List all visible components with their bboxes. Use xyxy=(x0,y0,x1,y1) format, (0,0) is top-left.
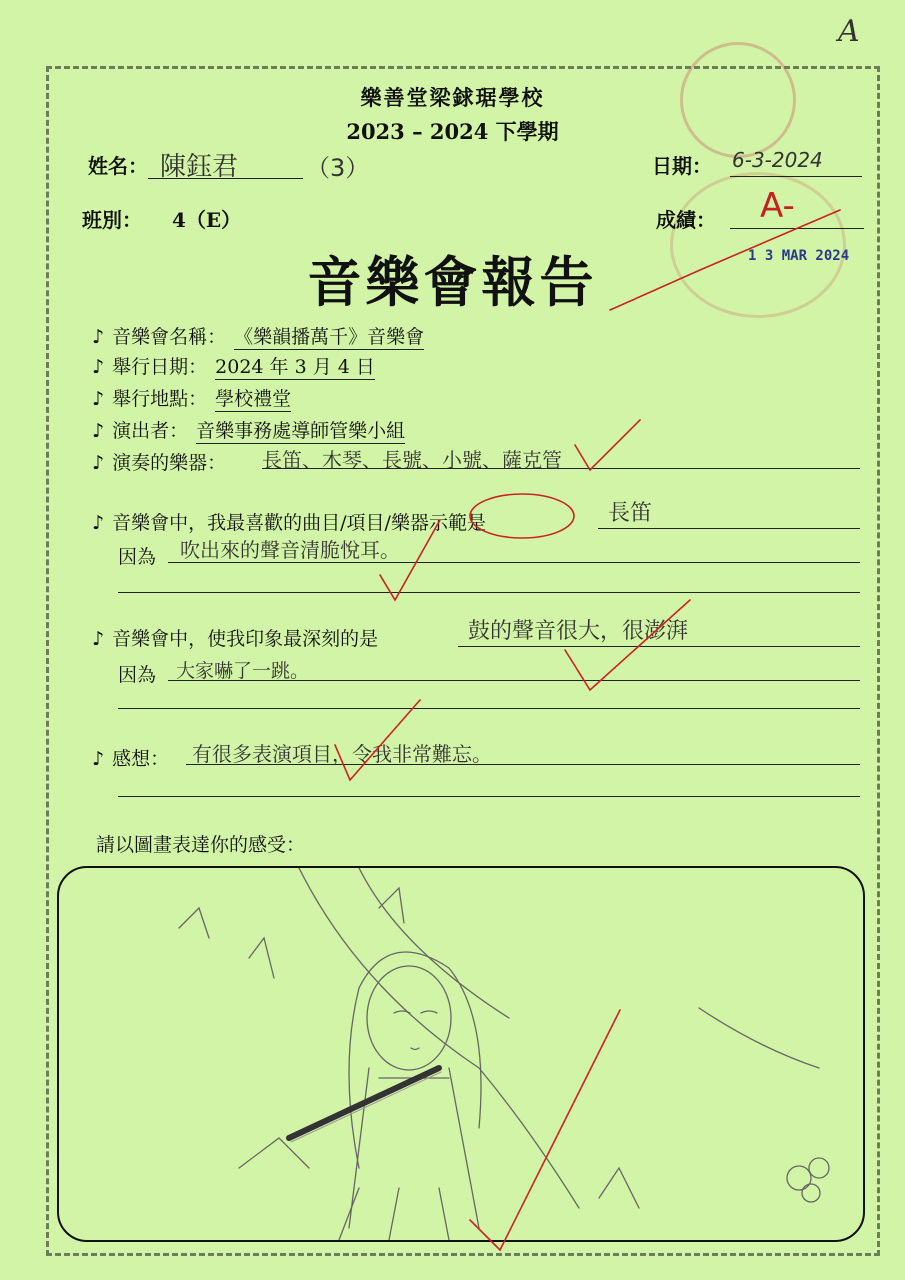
music-note-icon: ♪ xyxy=(92,326,105,348)
class-label: 班別： xyxy=(82,208,142,232)
item-favorite: ♪ 音樂會中，我最喜歡的曲目/項目/樂器示範是 xyxy=(92,512,486,534)
item-feelings: ♪ 感想： xyxy=(92,748,170,770)
music-note-icon: ♪ xyxy=(92,356,105,378)
music-note-icon: ♪ xyxy=(92,420,105,442)
corner-grade-mark: A xyxy=(838,14,860,49)
impressive-answer: 鼓的聲音很大，很澎湃 xyxy=(468,619,689,644)
item-impressive: ♪ 音樂會中，使我印象最深刻的是 xyxy=(92,628,379,650)
feelings-tick xyxy=(335,700,420,780)
music-note-icon: ♪ xyxy=(92,628,105,650)
impressive-reason: 大家嚇了一跳。 xyxy=(176,660,310,682)
concert-name-value: 《樂韻播萬千》音樂會 xyxy=(234,322,424,350)
feelings-answer: 有很多表演項目，令我非常難忘。 xyxy=(192,742,492,766)
item-instruments: ♪ 演奏的樂器： xyxy=(92,452,227,474)
name-value: 陳鈺君 xyxy=(160,152,239,182)
item-performer: ♪ 演出者： 音樂事務處導師管樂小組 xyxy=(92,416,405,444)
venue-value: 學校禮堂 xyxy=(215,384,291,412)
term: 2023 – 2024 下學期 xyxy=(346,119,559,144)
favorite-reason: 吹出來的聲音清脆悅耳。 xyxy=(180,538,400,562)
instruments-tick xyxy=(575,420,640,470)
favorite-tick xyxy=(380,520,440,600)
favorite-answer: 長笛 xyxy=(608,501,653,526)
school-name: 樂善堂梁銶琚學校 xyxy=(360,85,545,110)
music-note-icon: ♪ xyxy=(92,388,105,410)
circled-answer xyxy=(470,494,574,538)
class-value: 4（E） xyxy=(172,208,242,232)
item-venue: ♪ 舉行地點： 學校禮堂 xyxy=(92,384,291,412)
item-date: ♪ 舉行日期： 2024 年 3 月 4 日 xyxy=(92,352,375,380)
instruments-answer: 長笛、木琴、長號、小號、薩克管 xyxy=(262,448,562,472)
music-note-icon: ♪ xyxy=(92,452,105,474)
item-concert-name: ♪ 音樂會名稱： 《樂韻播萬千》音樂會 xyxy=(92,322,424,350)
held-date-value: 2024 年 3 月 4 日 xyxy=(215,352,375,380)
impressive-because-label: 因為 xyxy=(118,664,157,686)
date-value: 6-3-2024 xyxy=(732,148,823,172)
drawing-prompt: 請以圖畫表達你的感受： xyxy=(96,834,306,856)
received-date-stamp: 1 3 MAR 2024 xyxy=(748,248,850,264)
name-label: 姓名： xyxy=(88,154,148,178)
page-title: 音樂會報告 xyxy=(307,250,598,314)
music-note-icon: ♪ xyxy=(92,748,105,770)
impressive-tick xyxy=(565,600,690,690)
class-number: （3） xyxy=(306,154,370,182)
drawing-tick xyxy=(470,1010,620,1250)
grade-tick xyxy=(610,210,840,310)
performer-value: 音樂事務處導師管樂小組 xyxy=(196,416,405,444)
date-label: 日期： xyxy=(652,154,712,178)
music-note-icon: ♪ xyxy=(92,512,105,534)
grade-value: A- xyxy=(760,186,795,226)
favorite-because-label: 因為 xyxy=(118,546,157,568)
grade-label: 成績： xyxy=(656,208,716,232)
